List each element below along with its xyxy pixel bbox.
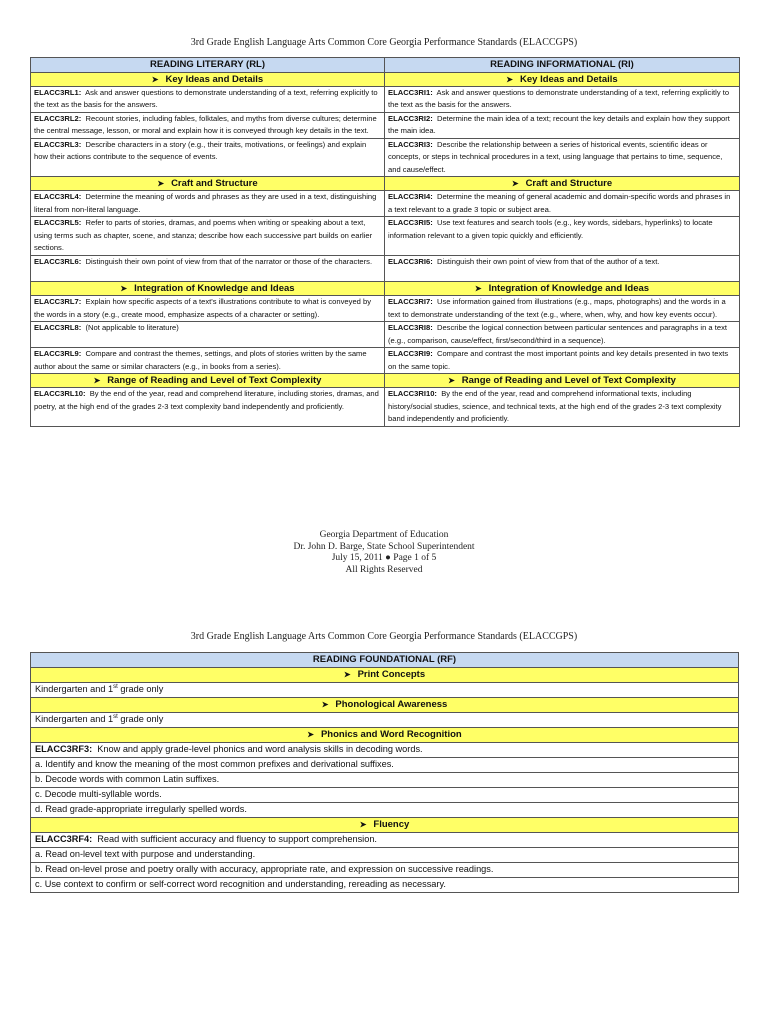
standard-text: Ask and answer questions to demonstrate understanding of a text, referring explicitly to the text as the basis for the answers. <box>388 88 730 110</box>
standard-code: ELACC3RL3: <box>34 140 82 149</box>
standard-code: ELACC3RL4: <box>34 192 82 202</box>
section-heading <box>385 177 740 191</box>
header-reading-informational: READING INFORMATIONAL (RI) <box>385 58 740 73</box>
standard-cell-informational <box>385 217 740 256</box>
standard-text: By the end of the year, read and comprehend literature, including stories, dramas, and poetry, at the high end of the grades 2-3 text complexity band independently and proficiently. <box>34 389 379 411</box>
standard-cell-informational <box>385 388 740 427</box>
arrow-bullet-icon: ➤ <box>157 179 165 189</box>
standard-text: Determine the meaning of general academic and domain-specific words and phrases in a text relevant to a grade 3 topic or subject area. <box>388 192 731 214</box>
section-heading-label: Craft and Structure <box>525 178 613 190</box>
standard-code: ELACC3RL1: <box>34 88 82 97</box>
standard-code: ELACC3RI3: <box>388 140 433 149</box>
section-heading <box>385 73 740 87</box>
page-footer <box>0 530 768 576</box>
sub-standard-item: a. Identify and know the meaning of the most common prefixes and derivational suffixes. <box>31 758 739 773</box>
section-heading-label: Key Ideas and Details <box>165 74 264 85</box>
section-heading <box>385 282 740 296</box>
standard-code: ELACC3RL2: <box>34 114 82 123</box>
section-heading <box>31 728 739 743</box>
header-reading-foundational: READING FOUNDATIONAL (RF) <box>31 653 739 668</box>
standard-code: ELACC3RI10: <box>388 389 437 399</box>
grade-note-text: grade only <box>117 684 164 694</box>
section-heading <box>31 73 385 87</box>
sub-standard-item: c. Decode multi-syllable words. <box>31 788 739 803</box>
standard-cell-informational <box>385 322 740 348</box>
standard-code: ELACC3RL8: <box>34 323 82 333</box>
section-heading-label: Print Concepts <box>357 669 426 680</box>
section-heading <box>31 374 385 388</box>
standard-code: ELACC3RI1: <box>388 88 433 97</box>
sub-standard-item: b. Decode words with common Latin suffixes. <box>31 773 739 788</box>
standard-text: Use text features and search tools (e.g., key words, sidebars, hyperlinks) to locate information relevant to a given topic quickly and efficiently. <box>388 218 713 240</box>
section-heading-label: Fluency <box>373 819 410 830</box>
standard-cell-literary <box>31 87 385 113</box>
standard-text: Determine the main idea of a text; recount the key details and explain how they support the main idea. <box>388 114 730 136</box>
standard-cell-literary <box>31 217 385 256</box>
standard-text: Ask and answer questions to demonstrate understanding of a text, referring explicitly to the text as the basis for the answers. <box>34 88 378 110</box>
standard-text: Compare and contrast the most important points and key details presented in two texts on the same topic. <box>388 349 729 371</box>
standard-code: ELACC3RI4: <box>388 192 433 202</box>
standards-table-rf <box>30 652 739 893</box>
footer-line: All Rights Reserved <box>345 564 423 575</box>
section-heading <box>385 374 740 388</box>
standard-text: Use information gained from illustrations (e.g., maps, photographs) and the words in a text to demonstrate understanding of the text (e.g., where, when, why, and how key events occur). <box>388 297 726 319</box>
standard-cell-informational <box>385 296 740 322</box>
grade-note-text: Kindergarten and 1 <box>35 684 114 694</box>
page-title: 3rd Grade English Language Arts Common Core Georgia Performance Standards (ELACCGPS) <box>190 37 578 48</box>
standard-cell-literary <box>31 322 385 348</box>
section-heading <box>31 818 739 833</box>
standard-code: ELACC3RI5: <box>388 218 433 228</box>
section-heading-label: Phonics and Word Recognition <box>320 729 462 740</box>
standard-code: ELACC3RF3: <box>35 744 93 754</box>
section-heading <box>31 668 739 683</box>
standard-text: Describe the logical connection between particular sentences and paragraphs in a text (e.g., comparison, cause/effect, first/second/third in a sequence). <box>388 323 727 345</box>
standard-text: Refer to parts of stories, dramas, and poems when writing or speaking about a text, using terms such as chapter, scene, and stanza; describe how each successive part builds on earlier sections. <box>34 218 373 253</box>
standard-cell-literary <box>31 191 385 217</box>
standard-text: Read with sufficient accuracy and fluency to support comprehension. <box>97 834 377 844</box>
standard-code: ELACC3RI8: <box>388 323 433 333</box>
ordinal-suffix: st <box>113 683 118 690</box>
standard-code: ELACC3RL9: <box>34 349 82 359</box>
arrow-bullet-icon: ➤ <box>474 284 482 294</box>
section-heading <box>31 698 739 713</box>
grade-note-text: grade only <box>117 714 164 724</box>
standard-code: ELACC3RL6: <box>34 257 82 267</box>
header-reading-literary: READING LITERARY (RL) <box>31 58 385 73</box>
standard-code: ELACC3RF4: <box>35 834 93 844</box>
arrow-bullet-icon: ➤ <box>448 376 455 386</box>
standard-cell-foundational <box>31 833 739 848</box>
standard-cell-literary <box>31 256 385 282</box>
arrow-bullet-icon: ➤ <box>506 75 513 84</box>
standard-cell-informational <box>385 139 740 177</box>
grade-note <box>31 683 739 698</box>
standard-text: (Not applicable to literature) <box>85 323 179 333</box>
standard-cell-foundational <box>31 743 739 758</box>
section-heading-label: Key Ideas and Details <box>520 74 618 85</box>
standard-cell-informational <box>385 191 740 217</box>
standard-cell-informational <box>385 87 740 113</box>
arrow-bullet-icon: ➤ <box>321 700 329 709</box>
arrow-bullet-icon: ➤ <box>120 284 128 294</box>
arrow-bullet-icon: ➤ <box>343 670 351 679</box>
standard-code: ELACC3RL7: <box>34 297 82 307</box>
section-heading <box>31 177 385 191</box>
standard-code: ELACC3RI9: <box>388 349 433 359</box>
standard-cell-literary <box>31 348 385 374</box>
standard-cell-informational <box>385 348 740 374</box>
arrow-bullet-icon: ➤ <box>307 730 314 739</box>
standard-text: Describe the relationship between a series of historical events, scientific ideas or concepts, or steps in technical procedures in a text, using language that pertains to time, sequence, and cause/effect. <box>388 140 723 174</box>
standard-text: Explain how specific aspects of a text's illustrations contribute to what is conveyed by the words in a story (e.g., create mood, emphasize aspects of a character or setting). <box>34 297 372 319</box>
standard-code: ELACC3RI7: <box>388 297 433 307</box>
ordinal-suffix: st <box>113 713 118 720</box>
grade-note-text: Kindergarten and 1 <box>35 714 114 724</box>
standard-code: ELACC3RL5: <box>34 218 82 228</box>
standard-text: Distinguish their own point of view from that of the narrator or those of the characters. <box>85 257 373 267</box>
section-heading-label: Integration of Knowledge and Ideas <box>488 283 650 295</box>
grade-note <box>31 713 739 728</box>
standard-code: ELACC3RL10: <box>34 389 86 399</box>
section-heading-label: Range of Reading and Level of Text Complexity <box>107 375 322 387</box>
standard-cell-literary <box>31 296 385 322</box>
section-heading-label: Phonological Awareness <box>335 699 448 710</box>
standard-cell-literary <box>31 388 385 427</box>
arrow-bullet-icon: ➤ <box>511 179 519 189</box>
footer-line: Georgia Department of Education <box>319 530 449 540</box>
standards-table-rl-ri <box>30 57 740 427</box>
standard-text: Recount stories, including fables, folktales, and myths from diverse cultures; determine the central message, lesson, or moral and explain how it is conveyed through key details in the text. <box>34 114 377 136</box>
section-heading <box>31 282 385 296</box>
section-heading-label: Craft and Structure <box>171 178 258 190</box>
sub-standard-item: d. Read grade-appropriate irregularly spelled words. <box>31 803 739 818</box>
standard-cell-literary <box>31 139 385 177</box>
standard-code: ELACC3RI2: <box>388 114 433 123</box>
standard-text: Distinguish their own point of view from that of the author of a text. <box>436 257 660 267</box>
sub-standard-item: a. Read on-level text with purpose and understanding. <box>31 848 739 863</box>
arrow-bullet-icon: ➤ <box>151 75 159 84</box>
page-title: 3rd Grade English Language Arts Common Core Georgia Performance Standards (ELACCGPS) <box>190 631 578 642</box>
sub-standard-item: b. Read on-level prose and poetry orally with accuracy, appropriate rate, and expression on successive readings. <box>31 863 739 878</box>
sub-standard-item: c. Use context to confirm or self-correct word recognition and understanding, rereading as necessary. <box>31 878 739 893</box>
arrow-bullet-icon: ➤ <box>93 376 101 386</box>
standard-cell-informational <box>385 113 740 139</box>
standard-code: ELACC3RI6: <box>388 257 433 267</box>
standard-text: Describe characters in a story (e.g., their traits, motivations, or feelings) and explain how their actions contribute to the sequence of events. <box>34 140 367 162</box>
footer-line: July 15, 2011 ● Page 1 of 5 <box>331 553 437 563</box>
standard-cell-informational <box>385 256 740 282</box>
standard-text: Compare and contrast the themes, settings, and plots of stories written by the same author about the same or similar characters (e.g., in books from a series). <box>34 349 367 371</box>
standard-text: By the end of the year, read and comprehend informational texts, including history/social studies, science, and technical texts, at the high end of the grades 2-3 text complexity band independently and proficiently. <box>388 389 722 424</box>
standard-text: Determine the meaning of words and phrases as they are used in a text, distinguishing literal from non-literal language. <box>34 192 377 214</box>
section-heading-label: Integration of Knowledge and Ideas <box>134 283 295 295</box>
standard-cell-literary <box>31 113 385 139</box>
section-heading-label: Range of Reading and Level of Text Complexity <box>461 375 676 387</box>
standard-text: Know and apply grade-level phonics and word analysis skills in decoding words. <box>97 744 423 754</box>
arrow-bullet-icon: ➤ <box>359 820 367 829</box>
footer-line: Dr. John D. Barge, State School Superintendent <box>293 541 475 552</box>
